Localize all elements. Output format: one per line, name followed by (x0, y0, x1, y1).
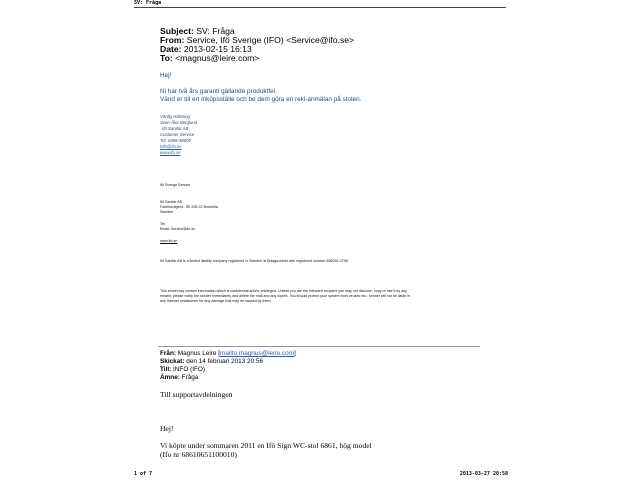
company-registration: Ifö Sanitär AB is a limited liability company registered in Sweden at Bolagsverket with registered number 556039-0798. (160, 259, 349, 263)
print-timestamp: 2013-03-27 20:58 (459, 471, 508, 477)
quoted-greeting: Hej! (160, 424, 174, 433)
company-web-link[interactable]: www.ifo.se (160, 239, 178, 243)
quoted-to-line (160, 366, 205, 374)
quoted-separator (158, 346, 480, 347)
to-line (160, 53, 259, 63)
quoted-from-line (160, 350, 296, 358)
quoted-from-label: Från: (160, 350, 176, 357)
quoted-to-label: Till: (160, 366, 172, 373)
subject-value: SV: Fråga (196, 26, 235, 36)
signature-line-3: Ifö Sanitär AB (162, 126, 189, 131)
quoted-sent-line (160, 358, 263, 366)
from-label: From: (160, 35, 185, 45)
quoted-from-mailto-link[interactable]: mailto:magnus@leire.com (220, 350, 295, 357)
disclaimer-line-3: any manner whatsoever for any damage that may be caused by them. (160, 299, 272, 303)
quoted-from-end: ] (294, 350, 296, 357)
company-tel: Tel: (160, 222, 166, 226)
quoted-subject-value: Fråga (181, 374, 199, 381)
print-header-title: SV: Fråga (134, 0, 162, 6)
quoted-sent-value: den 14 februari 2013 20:56 (186, 358, 264, 365)
quoted-body-line-2: Vi köpte under sommaren 2011 en Ifö Sign WC-stol 6861, hög model (160, 441, 372, 450)
signature-line-4: Customer Service (160, 132, 195, 137)
quoted-subject-label: Ämne: (160, 374, 180, 381)
body-line-1: Ni har två års garanti gällande produktfel. (160, 88, 277, 95)
signature-line-2: Sven-Åke Berglund (160, 120, 198, 125)
company-service: Ifö Sverige Service (160, 183, 191, 187)
quoted-sent-label: Skickat: (160, 358, 185, 365)
from-value: Service, Ifö Sverige (IFO) <Service@ifo.se> (186, 35, 355, 45)
signature-line-1: Vänlig Hälsning (160, 114, 190, 119)
company-name: Ifö Sanitär AB (160, 200, 182, 204)
signature-web-link[interactable]: www.ifo.se (160, 150, 181, 155)
quoted-to-value: INFO (IFO) (173, 366, 205, 373)
quoted-from-name: Magnus Leire [ (177, 350, 221, 357)
company-country: Sweden (160, 210, 173, 214)
company-email: Email: Service@ifo.se (160, 227, 196, 231)
quoted-body-line-1: Till supportavdelningen (160, 390, 233, 399)
print-header-rule (134, 7, 506, 8)
signature-email-link[interactable]: info@ifo.se (160, 144, 182, 149)
disclaimer-line-1: This email may contain information which is confidential and/or privileged. Unless you are the intended recipient you may not disclose, copy or use it by any (160, 289, 407, 293)
to-value: <magnus@leire.com> (175, 53, 260, 63)
quoted-body-line-3: (Ifo nr 68610651100010) (160, 450, 237, 459)
date-value: 2013-02-15 16:13 (183, 44, 252, 54)
quoted-subject-line (160, 374, 198, 382)
to-label: To: (160, 53, 173, 63)
subject-label: Subject: (160, 26, 194, 36)
body-line-2: Vänd er till ert inköpsställe och be dem göra en rekl-anmälan på stolen. (160, 96, 362, 103)
date-label: Date: (160, 44, 182, 54)
body-greeting: Hej! (160, 72, 172, 79)
signature-line-5: Tel. 0456-48000 (160, 138, 191, 143)
page-number: 1 of 7 (134, 471, 153, 477)
disclaimer-line-2: means; please notify the sender immediately and delete the mail and any copies. You should protect your system from viruses etc.; sender will not be liable in (160, 294, 411, 298)
company-address: Fabriksvägen1, SE-295 22 Bromölla (160, 205, 218, 209)
